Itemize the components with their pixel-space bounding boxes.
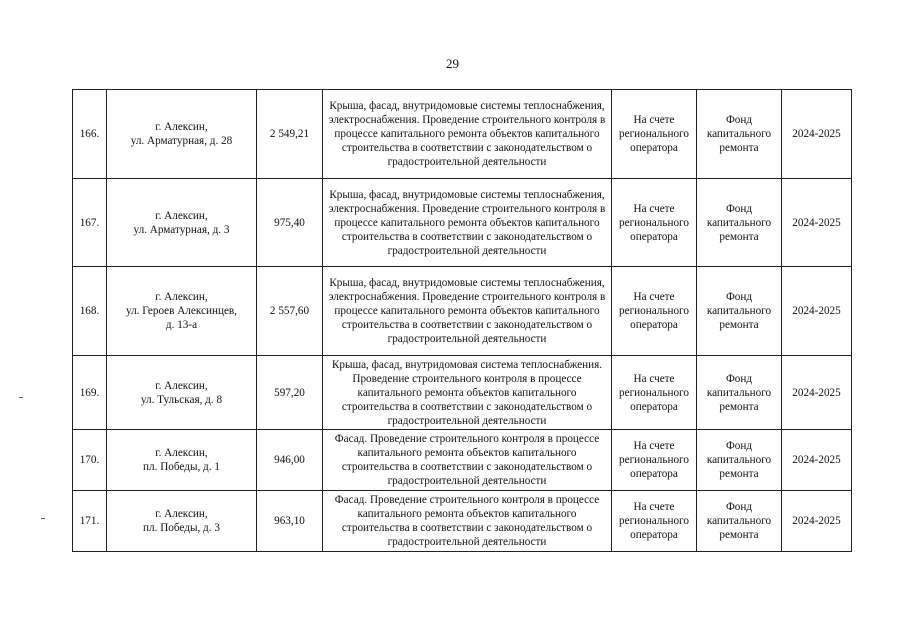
- cell-line: д. 13-а: [165, 319, 198, 331]
- repair-registry-table: [72, 89, 852, 552]
- period-cell: 2024-2025: [782, 491, 852, 552]
- cell-line: На счете: [633, 440, 675, 452]
- cell-line: Фонд: [725, 291, 753, 303]
- owner-cell: [612, 430, 697, 491]
- table-row: [73, 491, 852, 552]
- cell-line: На счете: [633, 291, 675, 303]
- owner-cell: [612, 267, 697, 356]
- scan-mark: [41, 518, 45, 519]
- cell-line: оператора: [630, 142, 678, 154]
- cell-line: регионального: [619, 386, 689, 399]
- cell-line: На счете: [633, 372, 675, 385]
- scan-mark: [19, 397, 23, 398]
- period-cell: 2024-2025: [782, 430, 852, 491]
- period-cell: 2024-2025: [782, 356, 852, 430]
- owner-cell: [612, 179, 697, 267]
- cell-line: г. Алексин,: [155, 447, 208, 459]
- cell-line: ул. Арматурная, д. 28: [130, 135, 233, 147]
- cell-line: оператора: [630, 230, 678, 243]
- cell-line: капитального: [706, 515, 772, 527]
- cell-line: ремонта: [719, 142, 759, 154]
- cell-line: капитального: [706, 454, 772, 466]
- fund-cell: [697, 267, 782, 356]
- row-number: 167.: [73, 179, 107, 267]
- area-cell: 946,00: [257, 430, 323, 491]
- owner-cell: [612, 491, 697, 552]
- works-cell: Фасад. Проведение строительного контроля в процессе капитального ремонта объектов капитального строительства в соответствии с законодательством о градостроительной деятельности: [323, 430, 612, 491]
- works-cell: Крыша, фасад, внутридомовая система теплоснабжения. Проведение строительного контроля в процессе капитального ремонта объектов капитального строительства в соответствии с законодательством о градостроительной деятельности: [323, 356, 612, 430]
- address-cell: [107, 430, 257, 491]
- cell-line: Фонд: [725, 114, 753, 126]
- cell-line: оператора: [630, 319, 678, 331]
- cell-line: ул. Тульская, д. 8: [140, 393, 223, 406]
- period-cell: 2024-2025: [782, 179, 852, 267]
- owner-cell: [612, 90, 697, 179]
- cell-line: пл. Победы, д. 3: [143, 522, 220, 534]
- address-cell: [107, 179, 257, 267]
- row-number: 169.: [73, 356, 107, 430]
- fund-cell: [697, 430, 782, 491]
- works-cell: Крыша, фасад, внутридомовые системы теплоснабжения, электроснабжения. Проведение строительного контроля в процессе капитального ремонта объектов капитального строительства в соответствии с законодательством о градостроительной деятельности: [323, 267, 612, 356]
- cell-line: Фонд: [725, 372, 753, 385]
- cell-line: регионального: [619, 216, 689, 229]
- table-row: [73, 267, 852, 356]
- cell-line: г. Алексин,: [155, 508, 208, 520]
- fund-cell: [697, 90, 782, 179]
- cell-line: На счете: [633, 202, 675, 215]
- table-row: [73, 430, 852, 491]
- table-row: [73, 356, 852, 430]
- cell-line: На счете: [633, 114, 675, 126]
- cell-line: ремонта: [719, 529, 759, 541]
- cell-line: капитального: [706, 386, 772, 399]
- cell-line: регионального: [619, 128, 689, 140]
- cell-line: капитального: [706, 216, 772, 229]
- cell-line: регионального: [619, 305, 689, 317]
- area-cell: 2 549,21: [257, 90, 323, 179]
- fund-cell: [697, 491, 782, 552]
- cell-line: г. Алексин,: [155, 379, 208, 392]
- table-row: [73, 179, 852, 267]
- row-number: 170.: [73, 430, 107, 491]
- cell-line: пл. Победы, д. 1: [143, 461, 220, 473]
- area-cell: 2 557,60: [257, 267, 323, 356]
- page-number: 29: [446, 56, 459, 71]
- area-cell: 597,20: [257, 356, 323, 430]
- works-cell: Крыша, фасад, внутридомовые системы теплоснабжения, электроснабжения. Проведение строительного контроля в процессе капитального ремонта объектов капитального строительства в соответствии с законодательством о градостроительной деятельности: [323, 90, 612, 179]
- table-body: [73, 90, 852, 552]
- cell-line: Фонд: [725, 440, 753, 452]
- period-cell: 2024-2025: [782, 90, 852, 179]
- fund-cell: [697, 356, 782, 430]
- cell-line: г. Алексин,: [155, 291, 208, 303]
- cell-line: На счете: [633, 501, 675, 513]
- works-cell: Фасад. Проведение строительного контроля в процессе капитального ремонта объектов капитального строительства в соответствии с законодательством о градостроительной деятельности: [323, 491, 612, 552]
- cell-line: ул. Арматурная, д. 3: [133, 223, 230, 236]
- cell-line: ул. Героев Алексинцев,: [126, 305, 237, 317]
- cell-line: г. Алексин,: [155, 121, 208, 133]
- area-cell: 975,40: [257, 179, 323, 267]
- cell-line: оператора: [630, 529, 678, 541]
- cell-line: г. Алексин,: [155, 209, 208, 222]
- cell-line: ремонта: [719, 230, 759, 243]
- table-row: [73, 90, 852, 179]
- area-cell: 963,10: [257, 491, 323, 552]
- works-cell: Крыша, фасад, внутридомовые системы теплоснабжения, электроснабжения. Проведение строительного контроля в процессе капитального ремонта объектов капитального строительства в соответствии с законодательством о градостроительной деятельности: [323, 179, 612, 267]
- cell-line: оператора: [630, 400, 678, 413]
- cell-line: регионального: [619, 515, 689, 527]
- cell-line: капитального: [706, 305, 772, 317]
- cell-line: капитального: [706, 128, 772, 140]
- cell-line: регионального: [619, 454, 689, 466]
- row-number: 171.: [73, 491, 107, 552]
- cell-line: ремонта: [719, 400, 759, 413]
- address-cell: [107, 356, 257, 430]
- row-number: 168.: [73, 267, 107, 356]
- fund-cell: [697, 179, 782, 267]
- cell-line: ремонта: [719, 468, 759, 480]
- cell-line: Фонд: [725, 501, 753, 513]
- address-cell: [107, 267, 257, 356]
- cell-line: ремонта: [719, 319, 759, 331]
- address-cell: [107, 90, 257, 179]
- cell-line: оператора: [630, 468, 678, 480]
- period-cell: 2024-2025: [782, 267, 852, 356]
- cell-line: Фонд: [725, 202, 753, 215]
- address-cell: [107, 491, 257, 552]
- row-number: 166.: [73, 90, 107, 179]
- owner-cell: [612, 356, 697, 430]
